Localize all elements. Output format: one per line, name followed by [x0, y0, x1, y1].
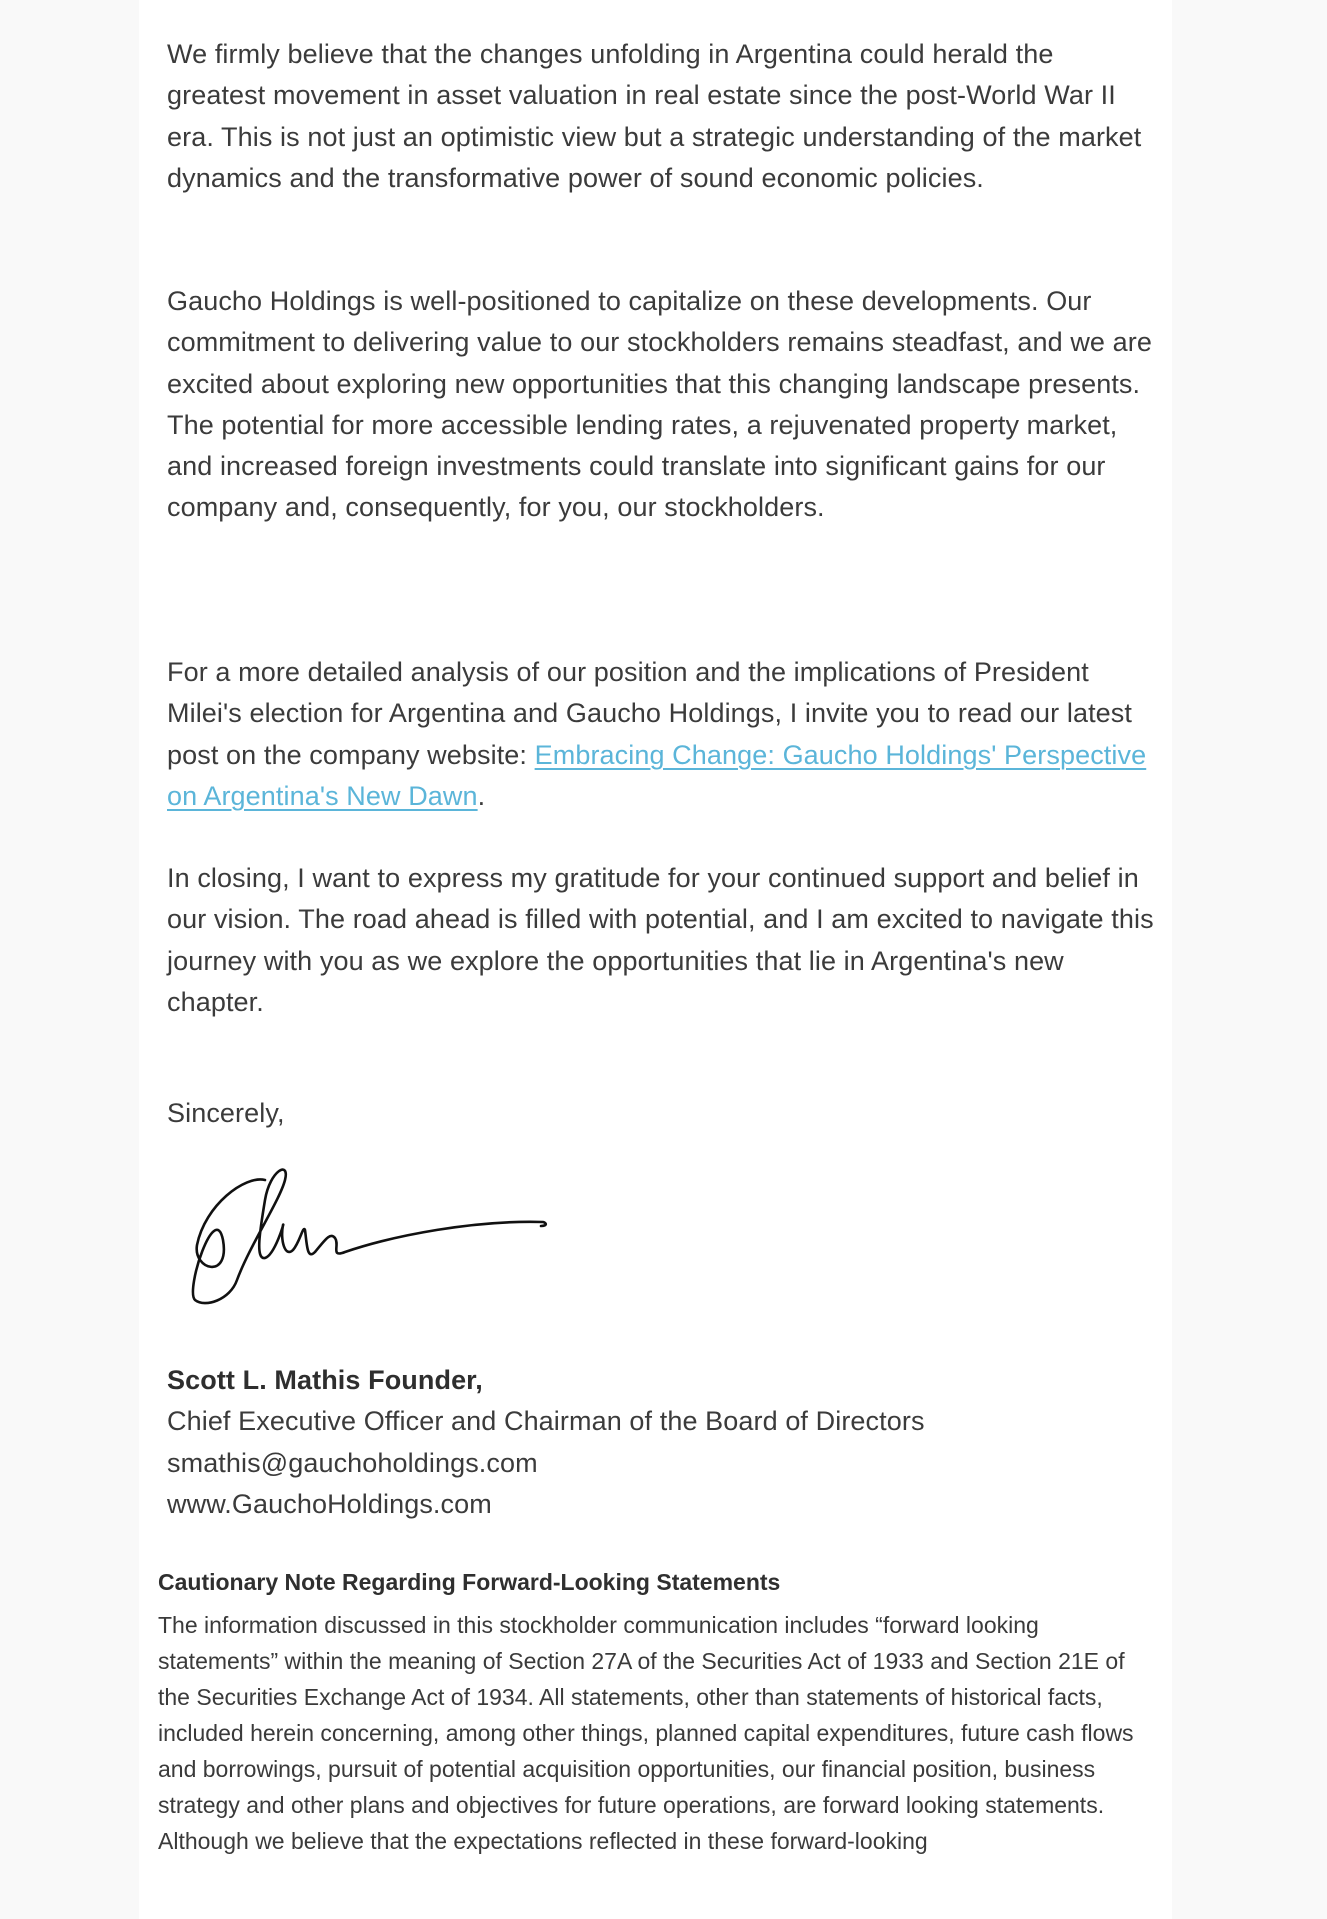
closing-text: Sincerely,: [167, 1098, 285, 1128]
letter-paragraph: [167, 34, 1157, 199]
cautionary-note: [158, 1565, 1158, 1859]
letter-paragraph: [167, 652, 1157, 817]
paragraph-text: In closing, I want to express my gratitude for your continued support and belief in our vision. The road ahead is filled with potential, and I am excited to navigate this journey with you as we explore the opportunities that lie in Argentina's new chapter.: [167, 863, 1154, 1017]
signer-title: Chief Executive Officer and Chairman of the Board of Directors: [167, 1406, 925, 1437]
letter-card: [139, 0, 1172, 1919]
signer-name: Scott L. Mathis Founder,: [167, 1365, 483, 1395]
paragraph-text: [167, 652, 1157, 817]
paragraph-text: Gaucho Holdings is well-positioned to capitalize on these developments. Our commitment to delivering value to our stockholders remains steadfast, and we are excited about exploring new opportunities that this changing landscape presents. The potential for more accessible lending rates, a rejuvenated property market, and increased foreign investments could translate into significant gains for our company and, consequently, for you, our stockholders.: [167, 286, 1152, 523]
cautionary-note-heading: Cautionary Note Regarding Forward-Looking Statements: [158, 1569, 781, 1595]
paragraph-text-after-link: .: [477, 780, 486, 811]
signature-image: [175, 1160, 575, 1310]
signer-block: [167, 1360, 1157, 1525]
letter-paragraph: [167, 281, 1157, 529]
paragraph-text-before-link: For a more detailed analysis of our position and the implications of President Milei's election for Argentina and Gaucho Holdings, I invite you to read our latest post on the company website:: [167, 657, 1132, 770]
paragraph-text: We firmly believe that the changes unfolding in Argentina could herald the greatest movement in asset valuation in real estate since the post-World War II era. This is not just an optimistic view but a strategic understanding of the market dynamics and the transformative power of sound economic policies.: [167, 39, 1142, 193]
letter-paragraph: [167, 858, 1157, 1023]
letter-closing: [167, 1093, 1157, 1134]
cautionary-note-text: The information discussed in this stockholder communication includes “forward looking statements” within the meaning of Section 27A of the Securities Act of 1933 and Section 21E of the Securities Exchange Act of 1934. All statements, other than statements of historical facts, included herein concerning, among other things, planned capital expenditures, future cash flows and borrowings, pursuit of potential acquisition opportunities, our financial position, business strategy and other plans and objectives for future operations, are forward looking statements. Although we believe that the expectations reflected in these forward-looking: [158, 1612, 1134, 1854]
signer-website: www.GauchoHoldings.com: [167, 1488, 492, 1519]
signer-email: smathis@gauchoholdings.com: [167, 1447, 538, 1478]
article-link[interactable]: Embracing Change: Gaucho Holdings' Perspective on Argentina's New Dawn: [167, 739, 1147, 811]
